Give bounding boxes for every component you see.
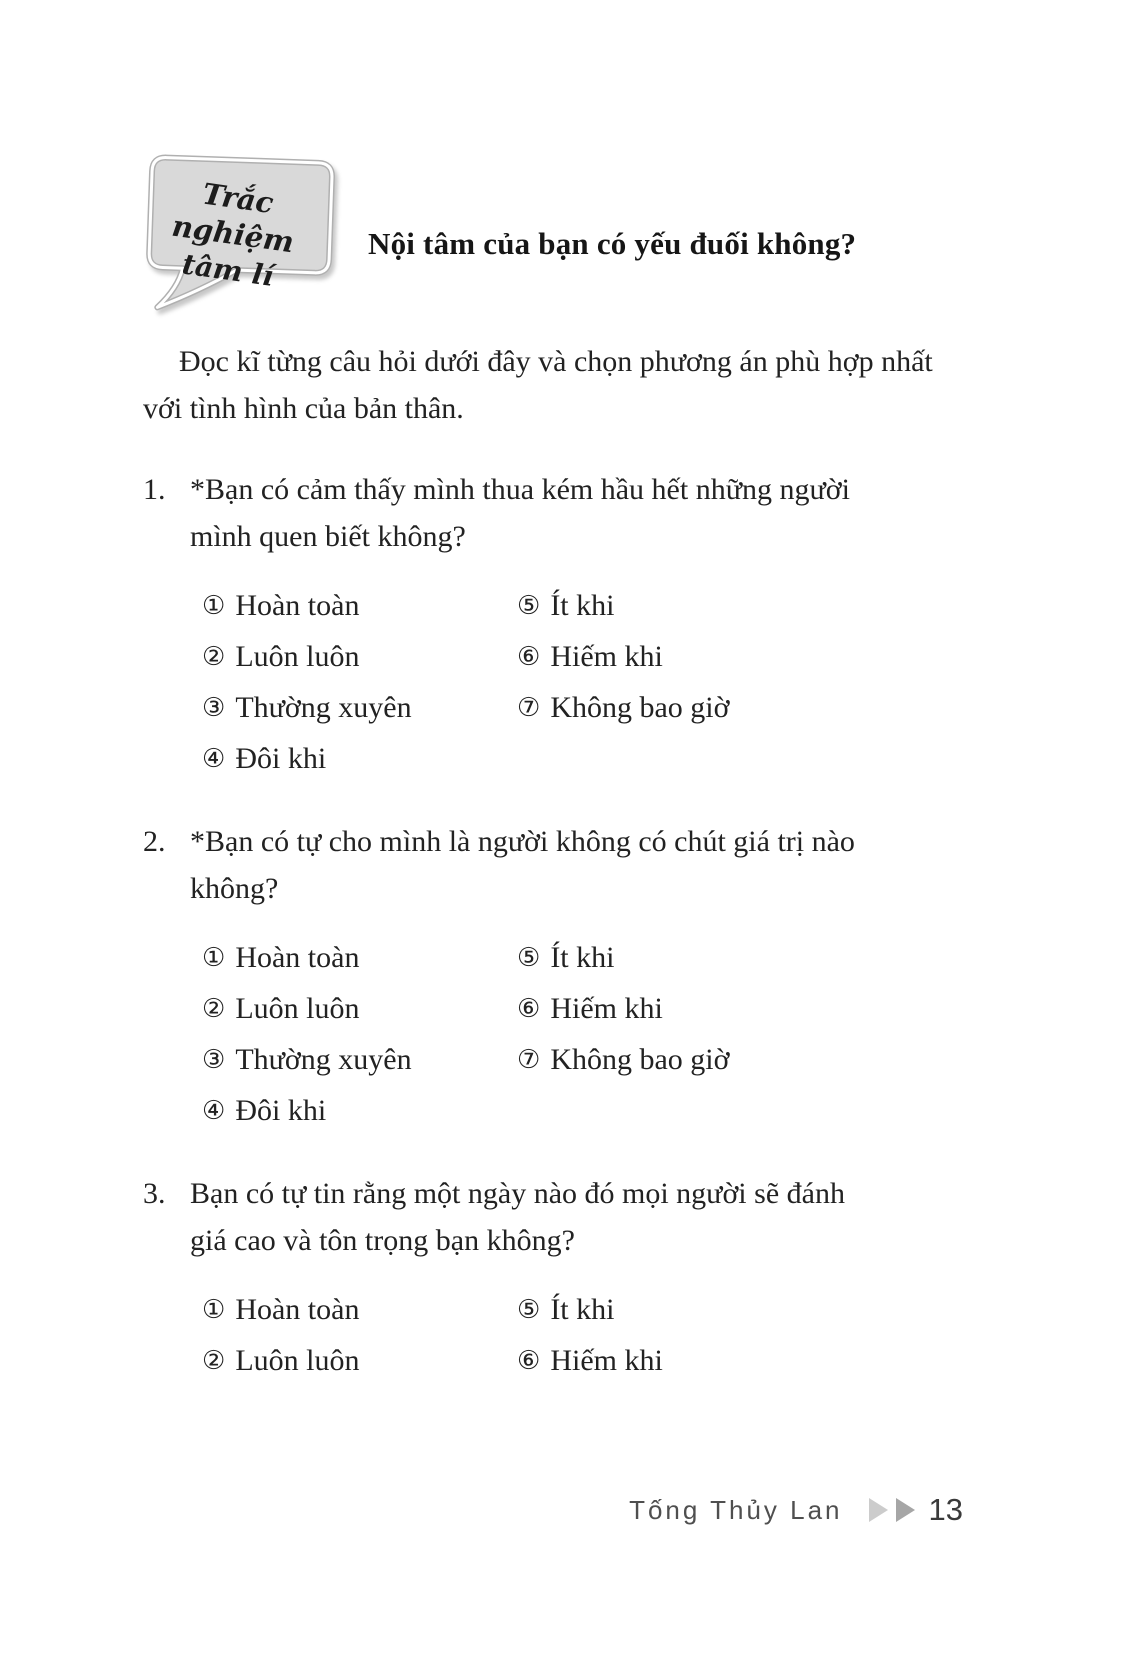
option-item — [517, 582, 614, 629]
option-label: Không bao giờ — [550, 1043, 730, 1076]
options-list-1 — [202, 580, 961, 784]
question-number: 2. — [143, 825, 166, 858]
option-item — [202, 735, 517, 782]
option-row — [202, 1085, 961, 1136]
question-number: 1. — [143, 473, 166, 506]
option-circled-number: ⑦ — [517, 1044, 541, 1075]
option-label: Đôi khi — [235, 1094, 327, 1127]
option-row — [202, 1034, 961, 1085]
option-item — [517, 684, 730, 731]
option-circled-number: ④ — [202, 743, 226, 774]
option-item — [517, 985, 663, 1032]
option-item — [517, 1286, 614, 1333]
option-row — [202, 631, 961, 682]
option-row — [202, 1284, 961, 1335]
badge-line1: Trắc nghiệm — [169, 176, 296, 260]
footer-author: Tống Thủy Lan — [629, 1494, 843, 1525]
option-item — [202, 684, 517, 731]
option-item — [202, 1337, 517, 1384]
page-arrow-dark-icon — [896, 1498, 915, 1522]
option-circled-number: ⑥ — [517, 1345, 541, 1376]
option-item — [517, 934, 614, 981]
option-item — [202, 633, 517, 680]
option-circled-number: ⑥ — [517, 641, 541, 672]
page-title: Nội tâm của bạn có yếu đuối không? — [368, 226, 857, 261]
option-circled-number: ⑤ — [517, 590, 541, 621]
option-label: Thường xuyên — [235, 691, 412, 724]
option-row — [202, 983, 961, 1034]
option-item — [202, 934, 517, 981]
option-item — [202, 985, 517, 1032]
option-label: Hoàn toàn — [235, 941, 360, 974]
option-label: Ít khi — [550, 941, 615, 974]
question-text-line: *Bạn có cảm thấy mình thua kém hầu hết những người — [190, 473, 850, 506]
option-label: Hoàn toàn — [235, 1293, 360, 1326]
option-item — [202, 1286, 517, 1333]
option-row — [202, 733, 961, 784]
page-number: 13 — [928, 1492, 963, 1527]
question-item-2 — [143, 818, 961, 912]
option-label: Đôi khi — [235, 742, 327, 775]
option-circled-number: ⑤ — [517, 1294, 541, 1325]
option-label: Không bao giờ — [550, 691, 730, 724]
option-circled-number: ③ — [202, 692, 226, 723]
option-label: Thường xuyên — [235, 1043, 412, 1076]
option-label: Hiếm khi — [550, 1344, 663, 1377]
options-list-3 — [202, 1284, 961, 1386]
question-text-line: giá cao và tôn trọng bạn không? — [190, 1224, 575, 1257]
question-number: 3. — [143, 1177, 166, 1210]
question-text-line: không? — [190, 872, 279, 905]
option-circled-number: ① — [202, 942, 226, 973]
option-circled-number: ③ — [202, 1044, 226, 1075]
option-item — [202, 1036, 517, 1083]
option-row — [202, 1335, 961, 1386]
option-row — [202, 580, 961, 631]
option-item — [202, 1087, 517, 1134]
option-row — [202, 932, 961, 983]
option-label: Hiếm khi — [550, 992, 663, 1025]
option-row — [202, 682, 961, 733]
option-circled-number: ① — [202, 1294, 226, 1325]
question-text-line: mình quen biết không? — [190, 520, 466, 553]
option-circled-number: ① — [202, 590, 226, 621]
option-label: Ít khi — [550, 1293, 615, 1326]
option-label: Ít khi — [550, 589, 615, 622]
option-item — [517, 1036, 730, 1083]
badge-line2: tâm lí — [180, 246, 276, 293]
question-item-3 — [143, 1170, 961, 1264]
options-list-2 — [202, 932, 961, 1136]
page-content — [143, 338, 961, 1386]
option-circled-number: ② — [202, 641, 226, 672]
option-circled-number: ② — [202, 1345, 226, 1376]
question-item-1 — [143, 466, 961, 560]
option-label: Luôn luôn — [235, 640, 360, 673]
option-label: Hiếm khi — [550, 640, 663, 673]
intro-paragraph: Đọc kĩ từng câu hỏi dưới đây và chọn phương án phù hợp nhất với tình hình của bản thân. — [143, 345, 933, 425]
page-arrow-light-icon — [869, 1498, 888, 1522]
option-item — [202, 582, 517, 629]
option-item — [517, 633, 663, 680]
psychology-test-badge — [130, 152, 340, 322]
option-circled-number: ④ — [202, 1095, 226, 1126]
option-circled-number: ⑤ — [517, 942, 541, 973]
option-circled-number: ⑥ — [517, 993, 541, 1024]
question-text-line: *Bạn có tự cho mình là người không có chút giá trị nào — [190, 825, 855, 858]
option-label: Hoàn toàn — [235, 589, 360, 622]
option-circled-number: ⑦ — [517, 692, 541, 723]
question-text-line: Bạn có tự tin rằng một ngày nào đó mọi người sẽ đánh — [190, 1177, 845, 1210]
option-label: Luôn luôn — [235, 992, 360, 1025]
option-label: Luôn luôn — [235, 1344, 360, 1377]
page-footer — [629, 1492, 963, 1528]
option-item — [517, 1337, 663, 1384]
option-circled-number: ② — [202, 993, 226, 1024]
